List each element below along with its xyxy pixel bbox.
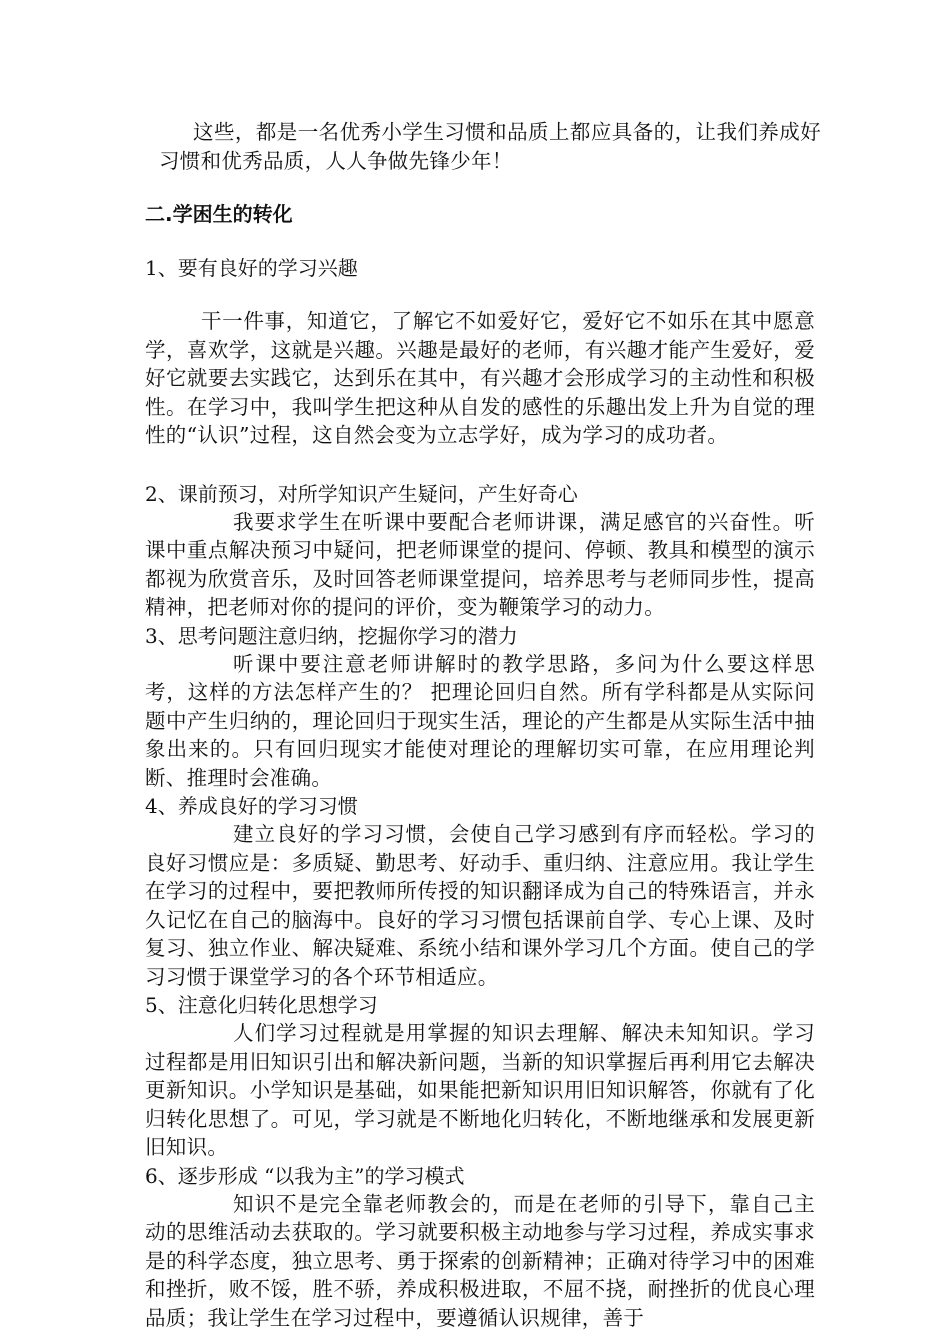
paragraph-2: 我要求学生在听课中要配合老师讲课，满足感官的兴奋性。听课中重点解决预习中疑问，把老师课堂的提问、停顿、教具和模型的演示都视为欣赏音乐，及时回答老师课堂提问，培养思考与老师同步性，提高精神，把老师对你的提问的评价，变为鞭策学习的动力。 bbox=[145, 509, 815, 619]
heading-6: 6、逐步形成 “以我为主”的学习模式 bbox=[145, 1163, 465, 1188]
paragraph-3: 听课中要注意老师讲解时的教学思路，多问为什么要这样思考，这样的方法怎样产生的？ 把理论回归自然。所有学科都是从实际问题中产生归纳的，理论回归于现实生活，理论的产生都是从实际生活中抽象出来的。只有回归现实才能使对理论的理解切实可靠，在应用理论判断、推理时会准确。 bbox=[145, 651, 815, 790]
heading-2: 2、课前预习，对所学知识产生疑问，产生好奇心 bbox=[145, 481, 578, 506]
heading-5: 5、注意化归转化思想学习 bbox=[145, 993, 378, 1017]
paragraph-5: 人们学习过程就是用掌握的知识去理解、解决未知知识。学习过程都是用旧知识引出和解决新问题，当新的知识掌握后再利用它去解决更新知识。小学知识是基础，如果能把新知识用旧知识解答，你就有了化归转化思想了。可见，学习就是不断地化归转化，不断地继承和发展更新旧知识。 bbox=[145, 1021, 815, 1159]
heading-1: 1、要有良好的学习兴趣 bbox=[145, 256, 358, 280]
section-title: 二.学困生的转化 bbox=[145, 202, 293, 226]
intro-paragraph: 这些，都是一名优秀小学生习惯和品质上都应具备的，让我们养成好习惯和优秀品质，人人争做先锋少年！ bbox=[159, 120, 821, 173]
paragraph-4: 建立良好的学习习惯，会使自己学习感到有序而轻松。学习的良好习惯应是：多质疑、勤思考、好动手、重归纳、注意应用。我让学生在学习的过程中，要把教师所传授的知识翻译成为自己的特殊语言，并永久记忆在自己的脑海中。良好的学习习惯包括课前自学、专心上课、及时复习、独立作业、解决疑难、系统小结和课外学习几个方面。使自己的学习习惯于课堂学习的各个环节相适应。 bbox=[145, 822, 815, 989]
heading-4: 4、养成良好的学习习惯 bbox=[145, 794, 358, 818]
heading-3: 3、思考问题注意归纳，挖掘你学习的潜力 bbox=[145, 623, 518, 648]
paragraph-1: 干一件事，知道它，了解它不如爱好它，爱好它不如乐在其中愿意学，喜欢学，这就是兴趣。兴趣是最好的老师，有兴趣才能产生爱好，爱好它就要去实践它，达到乐在其中，有兴趣才会形成学习的主动性和积极性。在学习中，我叫学生把这种从自发的感性的乐趣出发上升为自觉的理性的“认识”过程，这自然会变为立志学好，成为学习的成功者。 bbox=[145, 309, 815, 447]
document-page bbox=[145, 118, 821, 1332]
paragraph-6: 知识不是完全靠老师教会的，而是在老师的引导下，靠自己主动的思维活动去获取的。学习就要积极主动地参与学习过程，养成实事求是的科学态度，独立思考、勇于探索的创新精神；正确对待学习中的困难和挫折，败不馁，胜不骄，养成积极进取，不屈不挠，耐挫折的优良心理品质；我让学生在学习过程中，要遵循认识规律，善于 bbox=[145, 1191, 815, 1330]
